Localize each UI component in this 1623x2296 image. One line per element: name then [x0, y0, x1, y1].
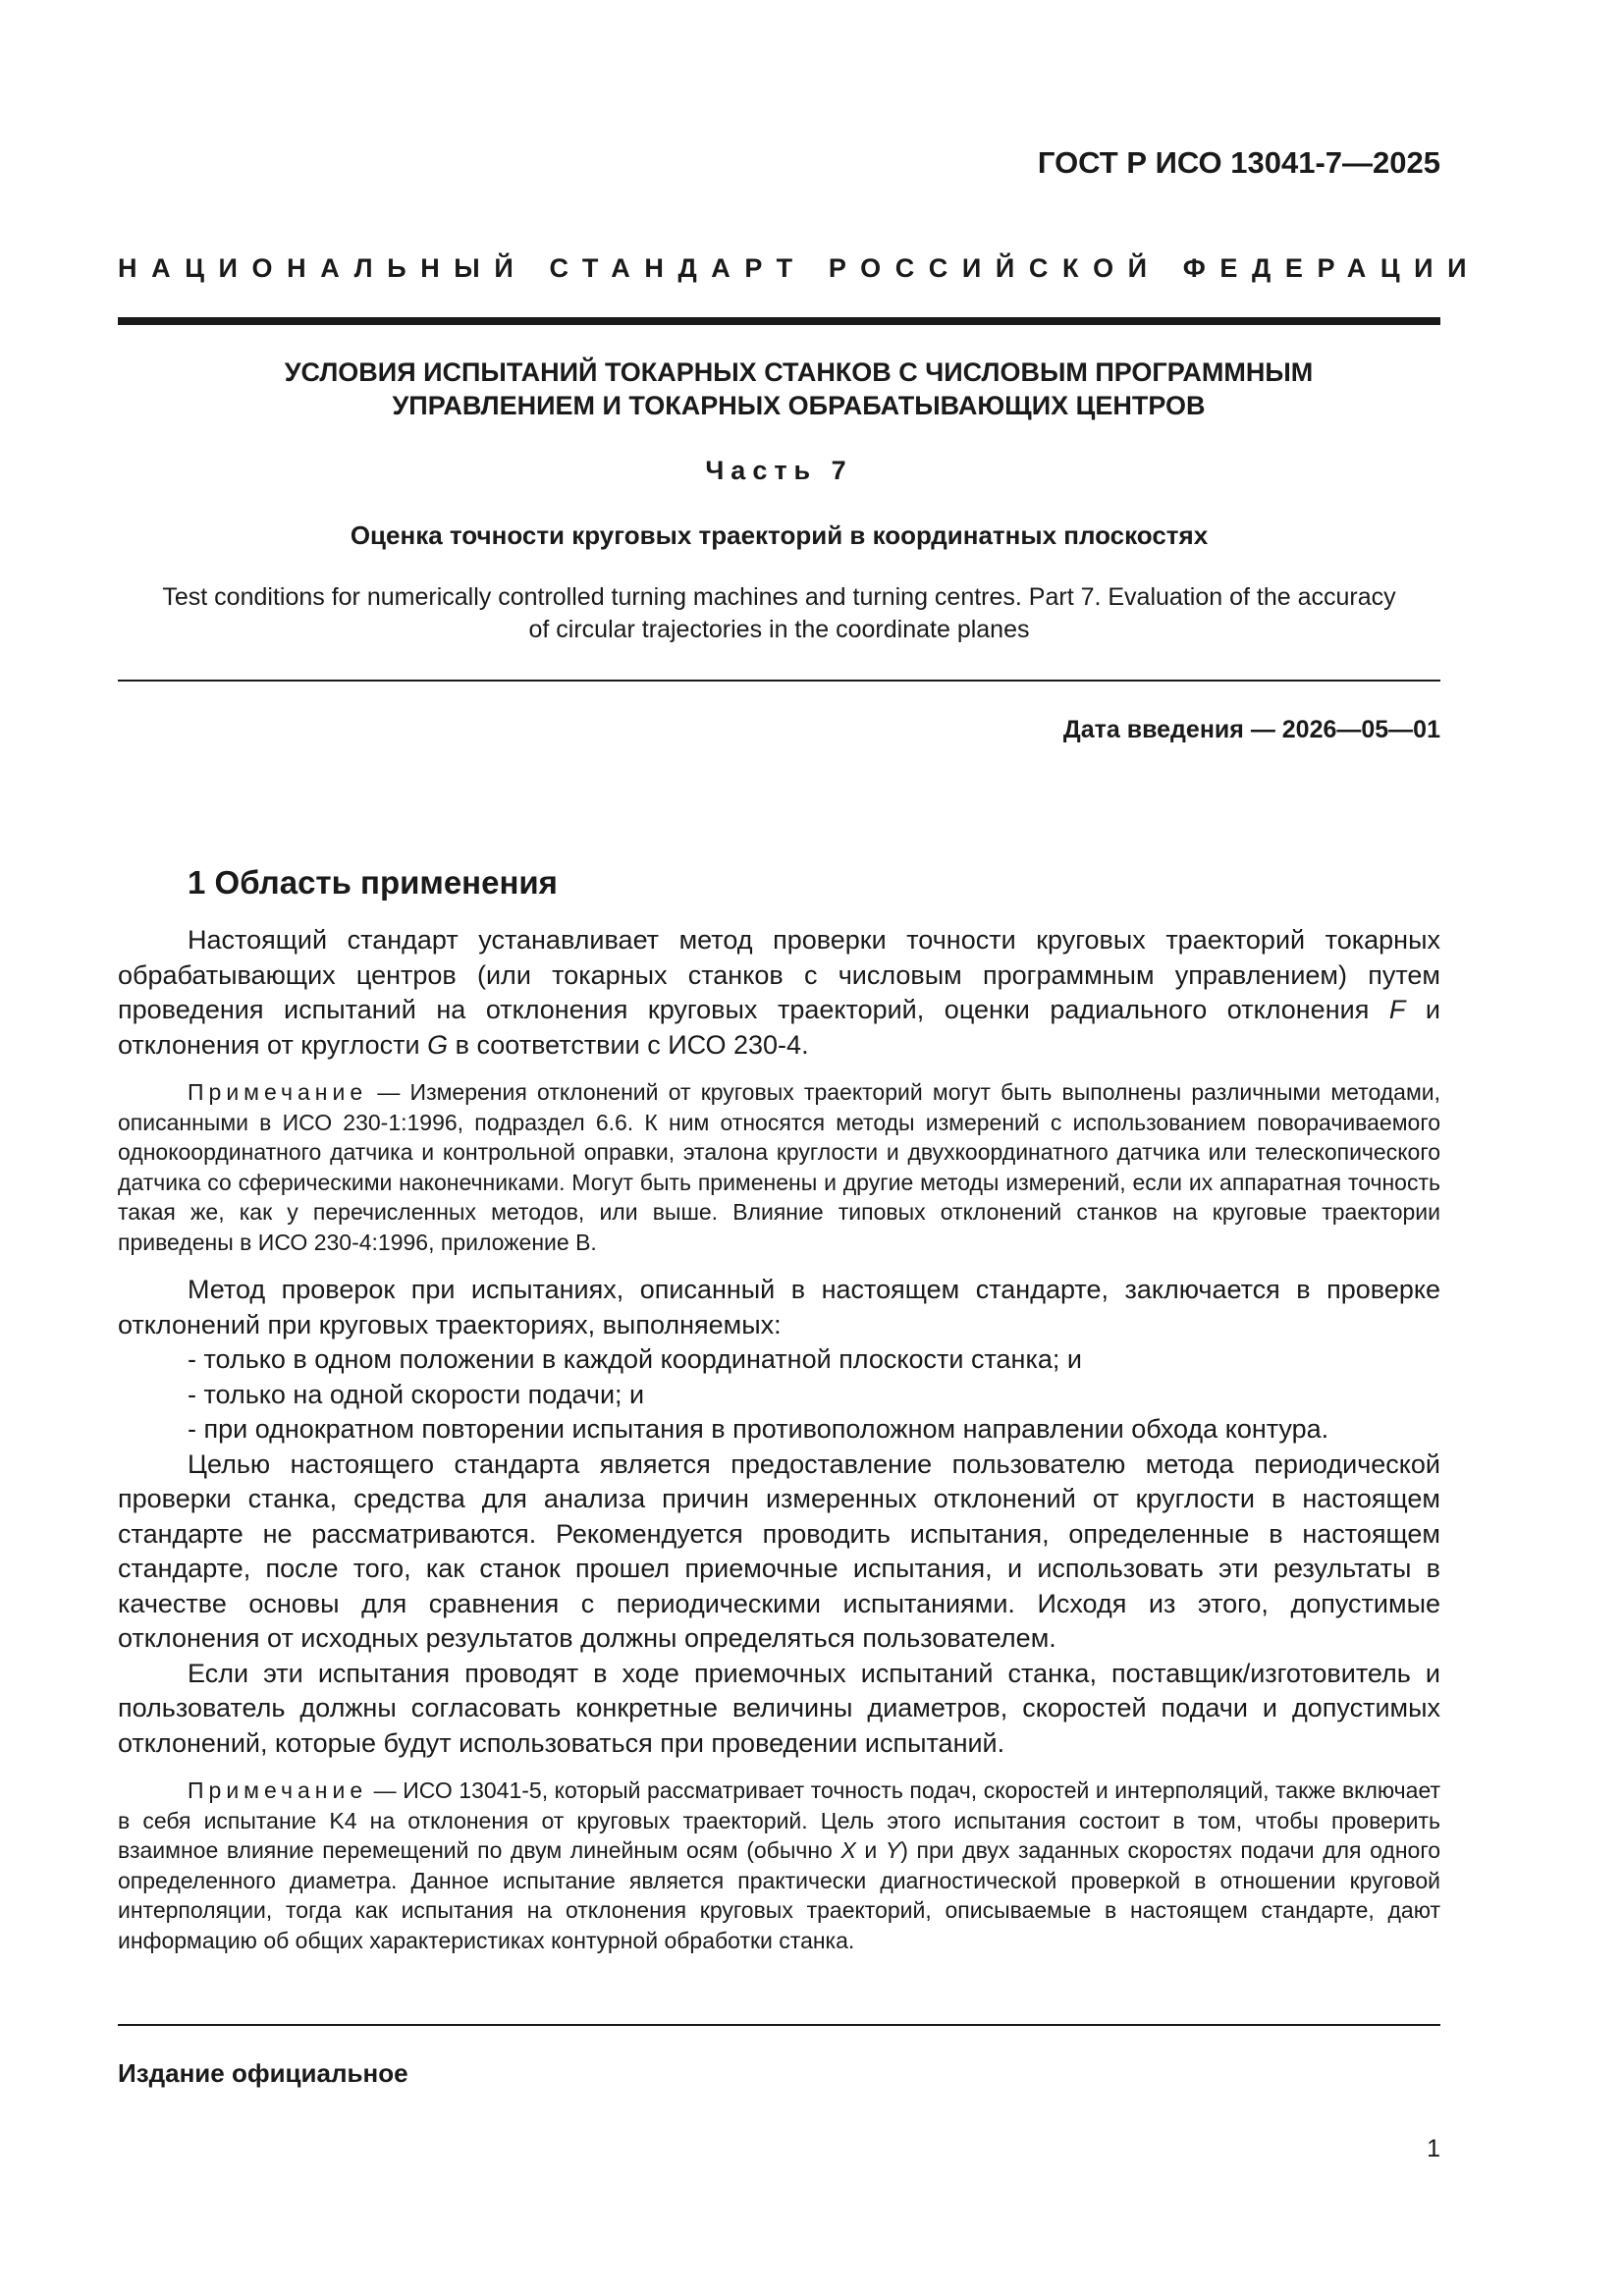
- title-english-line-2: of circular trajectories in the coordinate planes: [528, 616, 1030, 643]
- header-divider: [118, 317, 1440, 325]
- symbol-g: G: [427, 1029, 449, 1060]
- note-label: Примечание: [188, 1777, 368, 1803]
- note-text: ) при двух заданных скоростях подачи для одного определенного диаметра. Данное испытание является практически диагностической проверкой в отношении круговой интерполяции, тогда как испытания на отклонения круговых траекторий, описываемые в настоящем стандарте, дают информацию об общих характеристиках контурной обработки станка.: [118, 1837, 1440, 1953]
- paragraph-acceptance: Если эти испытания проводят в ходе приемочных испытаний станка, поставщик/изготовитель и пользователь должны согласовать конкретные величины диаметров, скоростей подачи и допустимых отклонений, которые будут использоваться при проведении испытаний.: [118, 1658, 1440, 1758]
- title-russian: [118, 355, 1480, 422]
- note-1: [118, 1077, 1440, 1257]
- paragraph-text: в соответствии с ИСО 230-4.: [448, 1029, 809, 1060]
- section-body: [118, 923, 1440, 1955]
- symbol-x: X: [840, 1837, 856, 1863]
- symbol-f: F: [1388, 995, 1406, 1024]
- note-label: Примечание: [188, 1079, 368, 1105]
- note-text: — Измерения отклонений от круговых траекторий могут быть выполнены различными методами, описанными в ИСО 230-1:1996, подраздел 6.6. К ним относятся методы измерений с использованием поворачиваемого однокоординатного датчика и контрольной оправки, эталона круглости и двухкоординатного датчика или телескопического датчика со сферическими наконечниками. Могут быть применены и другие методы измерений, если их аппаратная точность такая же, как у перечисленных методов, или выше. Влияние типовых отклонений станков на круговые траектории приведены в ИСО 230-4:1996, приложение В.: [118, 1079, 1440, 1255]
- title-russian-line-1: УСЛОВИЯ ИСПЫТАНИЙ ТОКАРНЫХ СТАНКОВ С ЧИСЛОВЫМ ПРОГРАММНЫМ: [284, 357, 1314, 387]
- list-item: - только на одной скорости подачи; и: [188, 1379, 645, 1409]
- paragraph-purpose: Целью настоящего стандарта является предоставление пользователю метода периодической проверки станка, средства для анализа причин измеренных отклонений от круглости в настоящем стандарте не рассматриваются. Рекомендуется проводить испытания, определенные в настоящем стандарте, после того, как станок прошел приемочные испытания, и использовать эти результаты в качестве основы для сравнения с периодическими испытаниями. Исходя из этого, допустимые отклонения от исходных результатов должны определяться пользователем.: [118, 1449, 1440, 1653]
- part-subtitle: Оценка точности круговых траекторий в координатных плоскостях: [350, 520, 1209, 550]
- title-english-line-1: Test conditions for numerically controlled turning machines and turning centres. Part 7. Evaluation of the accuracy: [162, 583, 1396, 611]
- paragraph-text: и отклонения от круглости: [118, 995, 1440, 1060]
- introduction-date: Дата введения — 2026—05—01: [1062, 716, 1440, 743]
- note-text: и: [855, 1837, 886, 1863]
- footer-divider: [118, 2024, 1440, 2026]
- section-heading: 1 Область применения: [188, 864, 558, 901]
- note-text: — ИСО 13041-5, который рассматривает точность подач, скоростей и интерполяций, также включает в себя испытание K4 на отклонения от круговых траекторий. Цель этого испытания состоит в том, чтобы проверить взаимное влияние перемещений по двум линейным осям (обычно: [118, 1777, 1440, 1863]
- title-divider: [118, 680, 1440, 682]
- note-2: [118, 1776, 1440, 1955]
- list-item: - при однократном повторении испытания в противоположном направлении обхода контура.: [188, 1414, 1329, 1444]
- title-english: [118, 581, 1440, 646]
- paragraph-text: Настоящий стандарт устанавливает метод проверки точности круговых траекторий токарных обрабатывающих центров (или токарных станков с числовым программным управлением) путем проведения испытаний на отклонения круговых траекторий, оценки радиального отклонения: [118, 925, 1440, 1024]
- national-standard-banner: НАЦИОНАЛЬНЫЙ СТАНДАРТ РОССИЙСКОЙ ФЕДЕРАЦИИ: [118, 253, 1482, 283]
- paragraph-method: Метод проверок при испытаниях, описанный в настоящем стандарте, заключается в проверке отклонений при круговых траекториях, выполняемых:: [118, 1275, 1440, 1339]
- edition-label: Издание официальное: [118, 2058, 408, 2088]
- part-number: Часть 7: [705, 456, 853, 485]
- document-number: ГОСТ Р ИСО 13041-7—2025: [1037, 145, 1440, 180]
- symbol-y: Y: [885, 1837, 901, 1863]
- page-number: 1: [1427, 2135, 1440, 2162]
- title-russian-line-2: УПРАВЛЕНИЕМ И ТОКАРНЫХ ОБРАБАТЫВАЮЩИХ ЦЕНТРОВ: [392, 391, 1206, 420]
- paragraph-scope: [118, 923, 1440, 1063]
- list-item: - только в одном положении в каждой координатной плоскости станка; и: [188, 1344, 1082, 1374]
